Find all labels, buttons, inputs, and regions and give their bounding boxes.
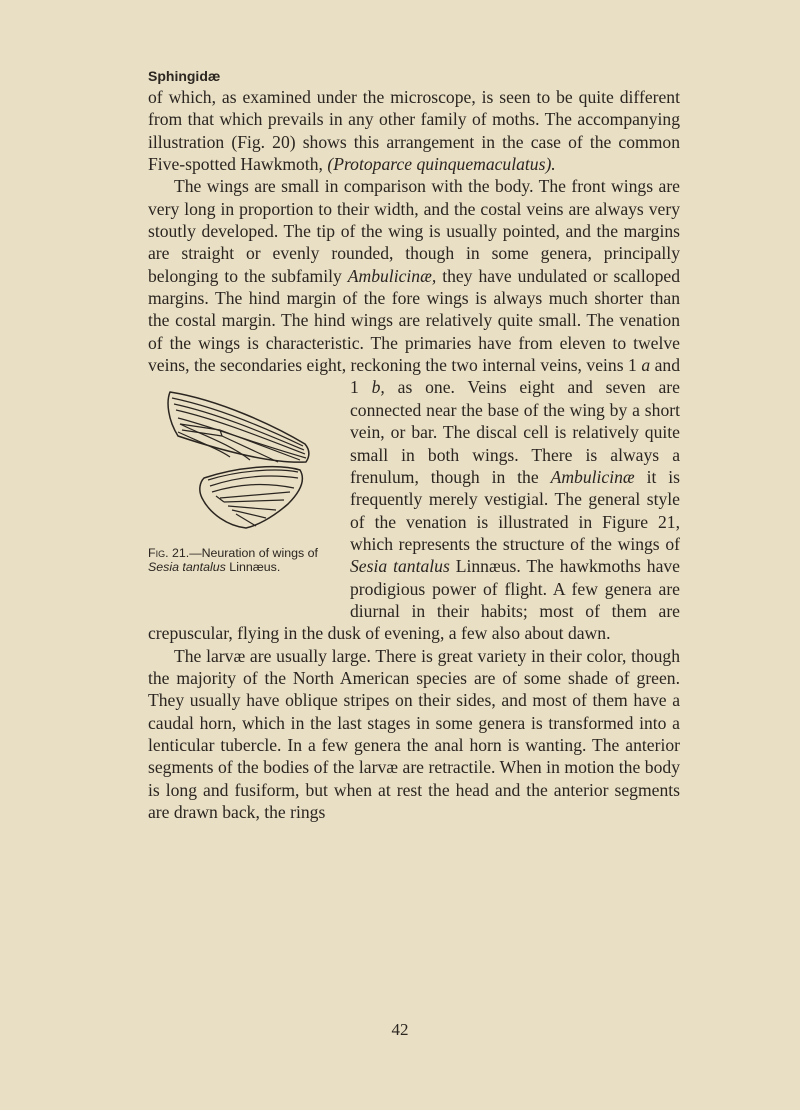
paragraph-1: of which, as examined under the microscope, is seen to be quite different from that which prevails in any other family of moths. The accompanying illustration (Fig. 20) shows this arrangement in the case of the common Five-spotted Hawkmoth, (Protoparce quinquemaculatus). [148,87,680,175]
wing-neuration-illustration [160,380,330,540]
body-text [148,86,680,823]
figure-caption: Fig. 21.—Neuration of wings of Sesia tantalus Linnæus. [148,546,318,575]
species-name: (Protoparce quinquemaculatus). [327,154,556,175]
running-head: Sphingidæ [148,68,221,84]
subfamily-name: Ambulicinæ, [347,265,437,286]
figure-21 [148,380,340,620]
page-number: 42 [391,1020,409,1039]
paragraph-3: The larvæ are usually large. There is great variety in their color, though the majority of the North American species are of some shade of green. They usually have oblique stripes on their sides, and most of them have a caudal horn, which in the last stages in some genera is transformed into a lenticular tubercle. In a few genera the anal horn is wanting. The anterior segments of the bodies of the larvæ are retractile. When in motion the body is long and fusiform, but when at rest the head and the anterior segments are drawn back, the rings [148,645,680,822]
paragraph-2: The wings are small in comparison with the body. The front wings are very long in proportion to their width, and the costal veins are always very stoutly developed. The tip of the wing is usually pointed, and the margins are straight or evenly rounded, though in some genera, principally belonging to the subfamily Ambulicinæ, they have undulated or scalloped margins. The hind margin of the fore wings is always much shorter than the costal margin. The hind wings are relatively quite small. The venation of the wings is characteristic. The primaries have from eleven to twelve veins, the secondaries eight, reckoning the two internal veins, veins 1 a and 1 b, Fig. 21.—Neuration of wings of Sesia tantalus Linnæus. as one. Veins eight and seven are connected near the base of the wing by a short vein, or bar. The discal cell is relatively quite small in both wings. There is always a frenulum, though in the Ambulicinæ it is frequently merely vestigial. The general style of the venation is illustrated in Figure 21, which represents the structure of the wings of Sesia tantalus Linnæus. The hawkmoths have prodigious power of flight. A few genera are diurnal in their habits; most of them are crepuscular, flying in the dusk of evening, a few also about dawn. [148,176,681,644]
